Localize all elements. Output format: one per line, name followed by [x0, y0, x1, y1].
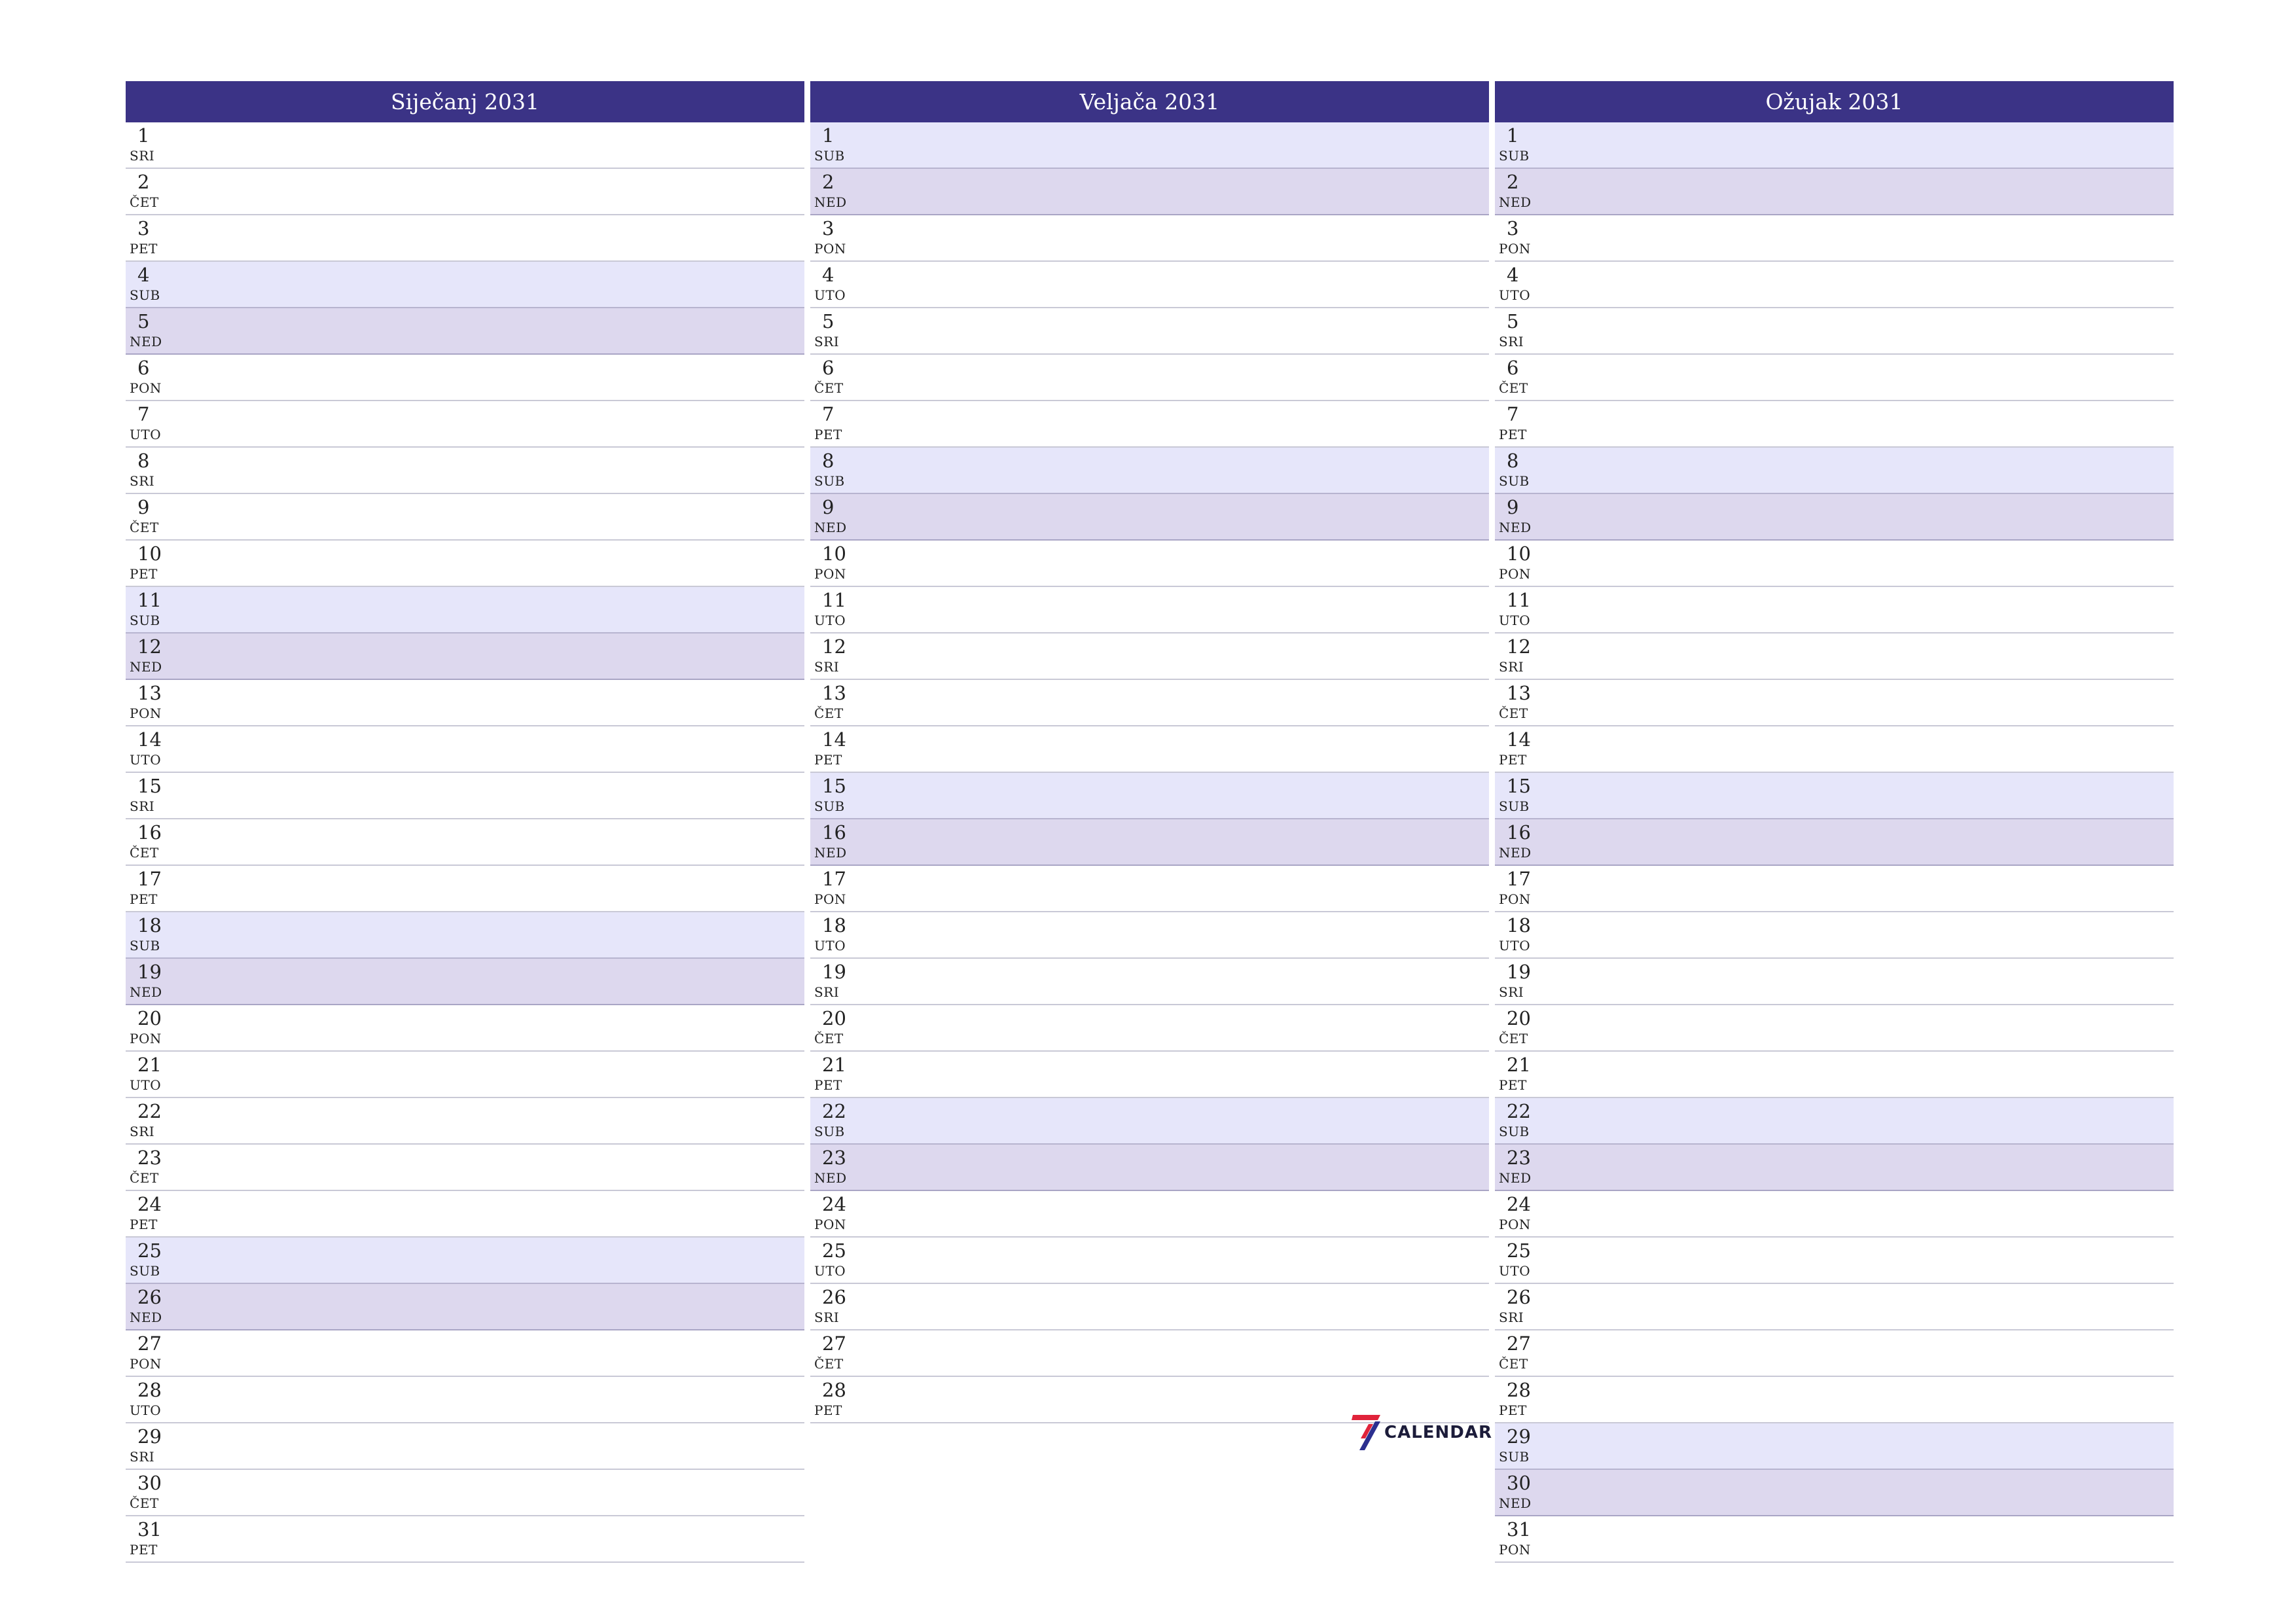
- weekday-label: SRI: [130, 798, 155, 814]
- weekday-label: SRI: [814, 1310, 840, 1325]
- weekday-label: SUB: [1499, 798, 1530, 814]
- weekday-label: ČET: [130, 1495, 159, 1511]
- day-number: 28: [822, 1379, 846, 1401]
- day-row[interactable]: [1495, 1052, 2174, 1098]
- day-number: 22: [822, 1100, 846, 1122]
- day-number: 25: [822, 1240, 846, 1262]
- day-number: 19: [1507, 961, 1531, 983]
- seven-logo-icon: [1352, 1415, 1380, 1450]
- day-row[interactable]: [1495, 541, 2174, 587]
- weekday-label: PET: [130, 566, 158, 582]
- weekday-label: ČET: [1499, 1031, 1528, 1046]
- weekday-label: SRI: [1499, 334, 1524, 349]
- day-number: 1: [137, 124, 150, 147]
- day-number: 18: [1507, 914, 1531, 936]
- weekday-label: NED: [1499, 520, 1532, 535]
- day-row[interactable]: [810, 912, 1489, 959]
- day-row[interactable]: [126, 1005, 804, 1052]
- day-number: 15: [1507, 775, 1531, 797]
- day-number: 15: [137, 775, 162, 797]
- day-row[interactable]: [810, 355, 1489, 401]
- day-number: 24: [822, 1193, 846, 1215]
- weekday-label: ČET: [130, 194, 159, 210]
- day-number: 7: [822, 403, 834, 425]
- day-row[interactable]: [126, 1284, 804, 1330]
- day-row[interactable]: [1495, 1516, 2174, 1563]
- weekday-label: PON: [1499, 566, 1531, 582]
- weekday-label: SUB: [814, 148, 845, 164]
- day-row[interactable]: [1495, 401, 2174, 448]
- day-row[interactable]: [1495, 959, 2174, 1005]
- weekday-label: SRI: [130, 473, 155, 489]
- day-row[interactable]: [1495, 633, 2174, 680]
- day-number: 31: [137, 1518, 162, 1541]
- day-number: 1: [1507, 124, 1519, 147]
- weekday-label: NED: [1499, 194, 1532, 210]
- weekday-label: PON: [1499, 891, 1531, 907]
- weekday-label: ČET: [1499, 380, 1528, 396]
- day-row[interactable]: [126, 680, 804, 726]
- day-number: 5: [822, 310, 834, 332]
- day-row[interactable]: [126, 1098, 804, 1145]
- day-number: 28: [137, 1379, 162, 1401]
- day-list: [126, 122, 804, 1563]
- day-number: 12: [137, 635, 162, 658]
- day-number: 14: [1507, 728, 1531, 751]
- weekday-label: PON: [814, 891, 846, 907]
- day-number: 20: [1507, 1007, 1531, 1029]
- day-row[interactable]: [1495, 1145, 2174, 1191]
- weekday-label: PET: [814, 1077, 842, 1093]
- day-row[interactable]: [810, 633, 1489, 680]
- day-number: 13: [137, 682, 162, 704]
- day-row[interactable]: [1495, 1191, 2174, 1238]
- day-number: 15: [822, 775, 846, 797]
- day-row[interactable]: [810, 494, 1489, 541]
- weekday-label: PET: [1499, 1402, 1527, 1418]
- brand-logo: [1352, 1415, 1492, 1450]
- day-number: 26: [137, 1286, 162, 1308]
- day-number: 11: [137, 589, 162, 611]
- day-number: 23: [822, 1147, 846, 1169]
- day-row[interactable]: [1495, 1377, 2174, 1423]
- month-title: Siječanj 2031: [126, 81, 804, 122]
- day-row[interactable]: [126, 959, 804, 1005]
- day-row[interactable]: [1495, 912, 2174, 959]
- weekday-label: SUB: [1499, 148, 1530, 164]
- day-number: 3: [137, 217, 150, 240]
- weekday-label: NED: [130, 334, 162, 349]
- day-row[interactable]: [126, 1052, 804, 1098]
- day-number: 7: [1507, 403, 1519, 425]
- day-row[interactable]: [126, 1191, 804, 1238]
- day-row[interactable]: [1495, 355, 2174, 401]
- day-row[interactable]: [126, 1330, 804, 1377]
- weekday-label: ČET: [814, 1031, 844, 1046]
- day-number: 9: [137, 496, 150, 518]
- day-row[interactable]: [126, 308, 804, 355]
- day-number: 10: [822, 543, 846, 565]
- weekday-label: SUB: [1499, 1449, 1530, 1465]
- day-row[interactable]: [810, 866, 1489, 912]
- day-row[interactable]: [1495, 866, 2174, 912]
- weekday-label: SUB: [130, 1263, 160, 1279]
- day-number: 21: [137, 1054, 162, 1076]
- day-number: 11: [1507, 589, 1531, 611]
- day-number: 24: [1507, 1193, 1531, 1215]
- day-row[interactable]: [126, 1377, 804, 1423]
- day-number: 8: [137, 450, 150, 472]
- day-number: 21: [822, 1054, 846, 1076]
- weekday-label: NED: [130, 659, 162, 675]
- day-row[interactable]: [1495, 1098, 2174, 1145]
- day-row[interactable]: [126, 1145, 804, 1191]
- weekday-label: NED: [1499, 845, 1532, 861]
- weekday-label: NED: [1499, 1495, 1532, 1511]
- day-number: 11: [822, 589, 846, 611]
- weekday-label: NED: [130, 1310, 162, 1325]
- weekday-label: SRI: [814, 984, 840, 1000]
- day-number: 17: [822, 868, 846, 890]
- weekday-label: UTO: [814, 938, 846, 954]
- weekday-label: PET: [1499, 752, 1527, 768]
- weekday-label: SUB: [814, 798, 845, 814]
- day-number: 25: [1507, 1240, 1531, 1262]
- weekday-label: ČET: [1499, 705, 1528, 721]
- weekday-label: PET: [1499, 1077, 1527, 1093]
- day-number: 20: [822, 1007, 846, 1029]
- weekday-label: SRI: [814, 659, 840, 675]
- weekday-label: PON: [814, 1217, 846, 1232]
- day-number: 14: [822, 728, 846, 751]
- day-row[interactable]: [810, 959, 1489, 1005]
- day-row[interactable]: [1495, 1470, 2174, 1516]
- weekday-label: UTO: [130, 1077, 162, 1093]
- day-row[interactable]: [126, 541, 804, 587]
- day-number: 12: [822, 635, 846, 658]
- weekday-label: PET: [814, 1402, 842, 1418]
- day-row[interactable]: [1495, 680, 2174, 726]
- day-row[interactable]: [126, 494, 804, 541]
- weekday-label: PET: [814, 427, 842, 442]
- day-list: [1495, 122, 2174, 1563]
- day-number: 18: [822, 914, 846, 936]
- day-row[interactable]: [810, 1145, 1489, 1191]
- weekday-label: SUB: [130, 613, 160, 628]
- weekday-label: NED: [814, 845, 847, 861]
- day-row[interactable]: [810, 262, 1489, 308]
- day-row[interactable]: [1495, 1238, 2174, 1284]
- day-number: 24: [137, 1193, 162, 1215]
- day-number: 13: [1507, 682, 1531, 704]
- day-number: 25: [137, 1240, 162, 1262]
- day-number: 19: [137, 961, 162, 983]
- day-number: 19: [822, 961, 846, 983]
- day-number: 2: [1507, 171, 1519, 193]
- day-row[interactable]: [126, 587, 804, 633]
- weekday-label: ČET: [814, 1356, 844, 1372]
- day-row[interactable]: [126, 1423, 804, 1470]
- day-row[interactable]: [810, 587, 1489, 633]
- weekday-label: NED: [130, 984, 162, 1000]
- day-row[interactable]: [1495, 1284, 2174, 1330]
- day-row[interactable]: [126, 401, 804, 448]
- weekday-label: PET: [130, 1217, 158, 1232]
- weekday-label: SRI: [130, 148, 155, 164]
- day-number: 30: [137, 1472, 162, 1494]
- day-number: 17: [137, 868, 162, 890]
- weekday-label: ČET: [814, 705, 844, 721]
- weekday-label: NED: [1499, 1170, 1532, 1186]
- weekday-label: SRI: [1499, 659, 1524, 675]
- day-row[interactable]: [810, 1098, 1489, 1145]
- day-row[interactable]: [126, 355, 804, 401]
- day-row[interactable]: [1495, 215, 2174, 262]
- weekday-label: UTO: [1499, 1263, 1531, 1279]
- weekday-label: PON: [130, 705, 162, 721]
- day-row[interactable]: [126, 866, 804, 912]
- day-number: 28: [1507, 1379, 1531, 1401]
- day-number: 22: [1507, 1100, 1531, 1122]
- weekday-label: SRI: [1499, 1310, 1524, 1325]
- weekday-label: NED: [814, 194, 847, 210]
- weekday-label: SRI: [1499, 984, 1524, 1000]
- day-number: 30: [1507, 1472, 1531, 1494]
- weekday-label: UTO: [814, 1263, 846, 1279]
- day-number: 14: [137, 728, 162, 751]
- weekday-label: UTO: [1499, 613, 1531, 628]
- day-number: 20: [137, 1007, 162, 1029]
- day-number: 17: [1507, 868, 1531, 890]
- weekday-label: ČET: [130, 1170, 159, 1186]
- weekday-label: SRI: [130, 1124, 155, 1139]
- day-number: 22: [137, 1100, 162, 1122]
- day-number: 5: [137, 310, 150, 332]
- weekday-label: UTO: [814, 613, 846, 628]
- day-number: 16: [822, 821, 846, 844]
- day-number: 13: [822, 682, 846, 704]
- day-row[interactable]: [810, 680, 1489, 726]
- day-row[interactable]: [810, 541, 1489, 587]
- day-number: 7: [137, 403, 150, 425]
- day-row[interactable]: [810, 215, 1489, 262]
- day-row[interactable]: [1495, 773, 2174, 819]
- day-row[interactable]: [1495, 494, 2174, 541]
- day-number: 4: [137, 264, 150, 286]
- day-row[interactable]: [1495, 169, 2174, 215]
- day-row[interactable]: [810, 448, 1489, 494]
- day-row[interactable]: [126, 1238, 804, 1284]
- weekday-label: UTO: [814, 287, 846, 303]
- day-row[interactable]: [1495, 1330, 2174, 1377]
- weekday-label: SRI: [814, 334, 840, 349]
- day-list: [810, 122, 1489, 1423]
- weekday-label: ČET: [130, 520, 159, 535]
- weekday-label: PET: [130, 891, 158, 907]
- day-number: 6: [822, 357, 834, 379]
- day-number: 18: [137, 914, 162, 936]
- day-row[interactable]: [1495, 308, 2174, 355]
- weekday-label: PET: [130, 1542, 158, 1558]
- weekday-label: PET: [814, 752, 842, 768]
- day-row[interactable]: [810, 819, 1489, 866]
- day-number: 31: [1507, 1518, 1531, 1541]
- month-column: [126, 81, 804, 1563]
- weekday-label: ČET: [814, 380, 844, 396]
- day-number: 26: [1507, 1286, 1531, 1308]
- day-row[interactable]: [810, 1238, 1489, 1284]
- weekday-label: ČET: [1499, 1356, 1528, 1372]
- brand-text: CALENDAR: [1384, 1423, 1493, 1442]
- day-number: 29: [1507, 1425, 1531, 1448]
- weekday-label: NED: [814, 520, 847, 535]
- day-row[interactable]: [810, 726, 1489, 773]
- day-row[interactable]: [810, 1330, 1489, 1377]
- day-row[interactable]: [1495, 1005, 2174, 1052]
- day-row[interactable]: [1495, 262, 2174, 308]
- day-number: 12: [1507, 635, 1531, 658]
- day-row[interactable]: [126, 1470, 804, 1516]
- day-number: 10: [1507, 543, 1531, 565]
- weekday-label: SUB: [1499, 1124, 1530, 1139]
- weekday-label: PON: [1499, 241, 1531, 257]
- weekday-label: PON: [130, 380, 162, 396]
- day-row[interactable]: [810, 1191, 1489, 1238]
- weekday-label: SUB: [130, 938, 160, 954]
- day-row[interactable]: [126, 819, 804, 866]
- day-number: 16: [1507, 821, 1531, 844]
- weekday-label: UTO: [130, 752, 162, 768]
- day-row[interactable]: [126, 215, 804, 262]
- day-number: 4: [1507, 264, 1519, 286]
- day-number: 6: [137, 357, 150, 379]
- day-row[interactable]: [126, 912, 804, 959]
- weekday-label: PON: [814, 566, 846, 582]
- weekday-label: UTO: [1499, 287, 1531, 303]
- day-number: 23: [137, 1147, 162, 1169]
- weekday-label: SUB: [130, 287, 160, 303]
- day-row[interactable]: [810, 1284, 1489, 1330]
- weekday-label: PET: [1499, 427, 1527, 442]
- day-number: 5: [1507, 310, 1519, 332]
- day-row[interactable]: [126, 633, 804, 680]
- day-row[interactable]: [810, 1005, 1489, 1052]
- day-number: 3: [1507, 217, 1519, 240]
- month-column: [810, 81, 1489, 1423]
- day-number: 27: [1507, 1332, 1531, 1355]
- day-row[interactable]: [126, 169, 804, 215]
- day-row[interactable]: [1495, 1423, 2174, 1470]
- day-row[interactable]: [810, 773, 1489, 819]
- day-number: 26: [822, 1286, 846, 1308]
- day-number: 8: [822, 450, 834, 472]
- day-number: 27: [822, 1332, 846, 1355]
- day-row[interactable]: [126, 448, 804, 494]
- day-number: 29: [137, 1425, 162, 1448]
- weekday-label: PON: [130, 1031, 162, 1046]
- day-number: 4: [822, 264, 834, 286]
- weekday-label: ČET: [130, 845, 159, 861]
- weekday-label: PON: [1499, 1217, 1531, 1232]
- weekday-label: NED: [814, 1170, 847, 1186]
- day-number: 8: [1507, 450, 1519, 472]
- day-row[interactable]: [126, 122, 804, 169]
- weekday-label: PON: [814, 241, 846, 257]
- day-row[interactable]: [1495, 587, 2174, 633]
- day-number: 23: [1507, 1147, 1531, 1169]
- weekday-label: PON: [130, 1356, 162, 1372]
- weekday-label: UTO: [130, 1402, 162, 1418]
- day-number: 9: [1507, 496, 1519, 518]
- day-row[interactable]: [810, 1052, 1489, 1098]
- weekday-label: UTO: [1499, 938, 1531, 954]
- day-row[interactable]: [810, 169, 1489, 215]
- day-row[interactable]: [1495, 726, 2174, 773]
- day-number: 3: [822, 217, 834, 240]
- day-number: 16: [137, 821, 162, 844]
- day-row[interactable]: [126, 1516, 804, 1563]
- day-row[interactable]: [1495, 819, 2174, 866]
- day-number: 9: [822, 496, 834, 518]
- month-column: [1495, 81, 2174, 1563]
- day-number: 10: [137, 543, 162, 565]
- day-number: 27: [137, 1332, 162, 1355]
- day-row[interactable]: [1495, 122, 2174, 169]
- day-row[interactable]: [126, 262, 804, 308]
- month-title: Ožujak 2031: [1495, 81, 2174, 122]
- weekday-label: SUB: [814, 473, 845, 489]
- day-row[interactable]: [1495, 448, 2174, 494]
- day-number: 2: [822, 171, 834, 193]
- weekday-label: PET: [130, 241, 158, 257]
- day-row[interactable]: [810, 401, 1489, 448]
- day-number: 1: [822, 124, 834, 147]
- day-number: 6: [1507, 357, 1519, 379]
- weekday-label: SRI: [130, 1449, 155, 1465]
- day-number: 2: [137, 171, 150, 193]
- weekday-label: SUB: [1499, 473, 1530, 489]
- day-row[interactable]: [126, 726, 804, 773]
- weekday-label: PON: [1499, 1542, 1531, 1558]
- weekday-label: UTO: [130, 427, 162, 442]
- weekday-label: SUB: [814, 1124, 845, 1139]
- day-number: 21: [1507, 1054, 1531, 1076]
- day-row[interactable]: [126, 773, 804, 819]
- day-row[interactable]: [810, 308, 1489, 355]
- calendar: [126, 81, 2181, 1558]
- day-row[interactable]: [810, 122, 1489, 169]
- month-title: Veljača 2031: [810, 81, 1489, 122]
